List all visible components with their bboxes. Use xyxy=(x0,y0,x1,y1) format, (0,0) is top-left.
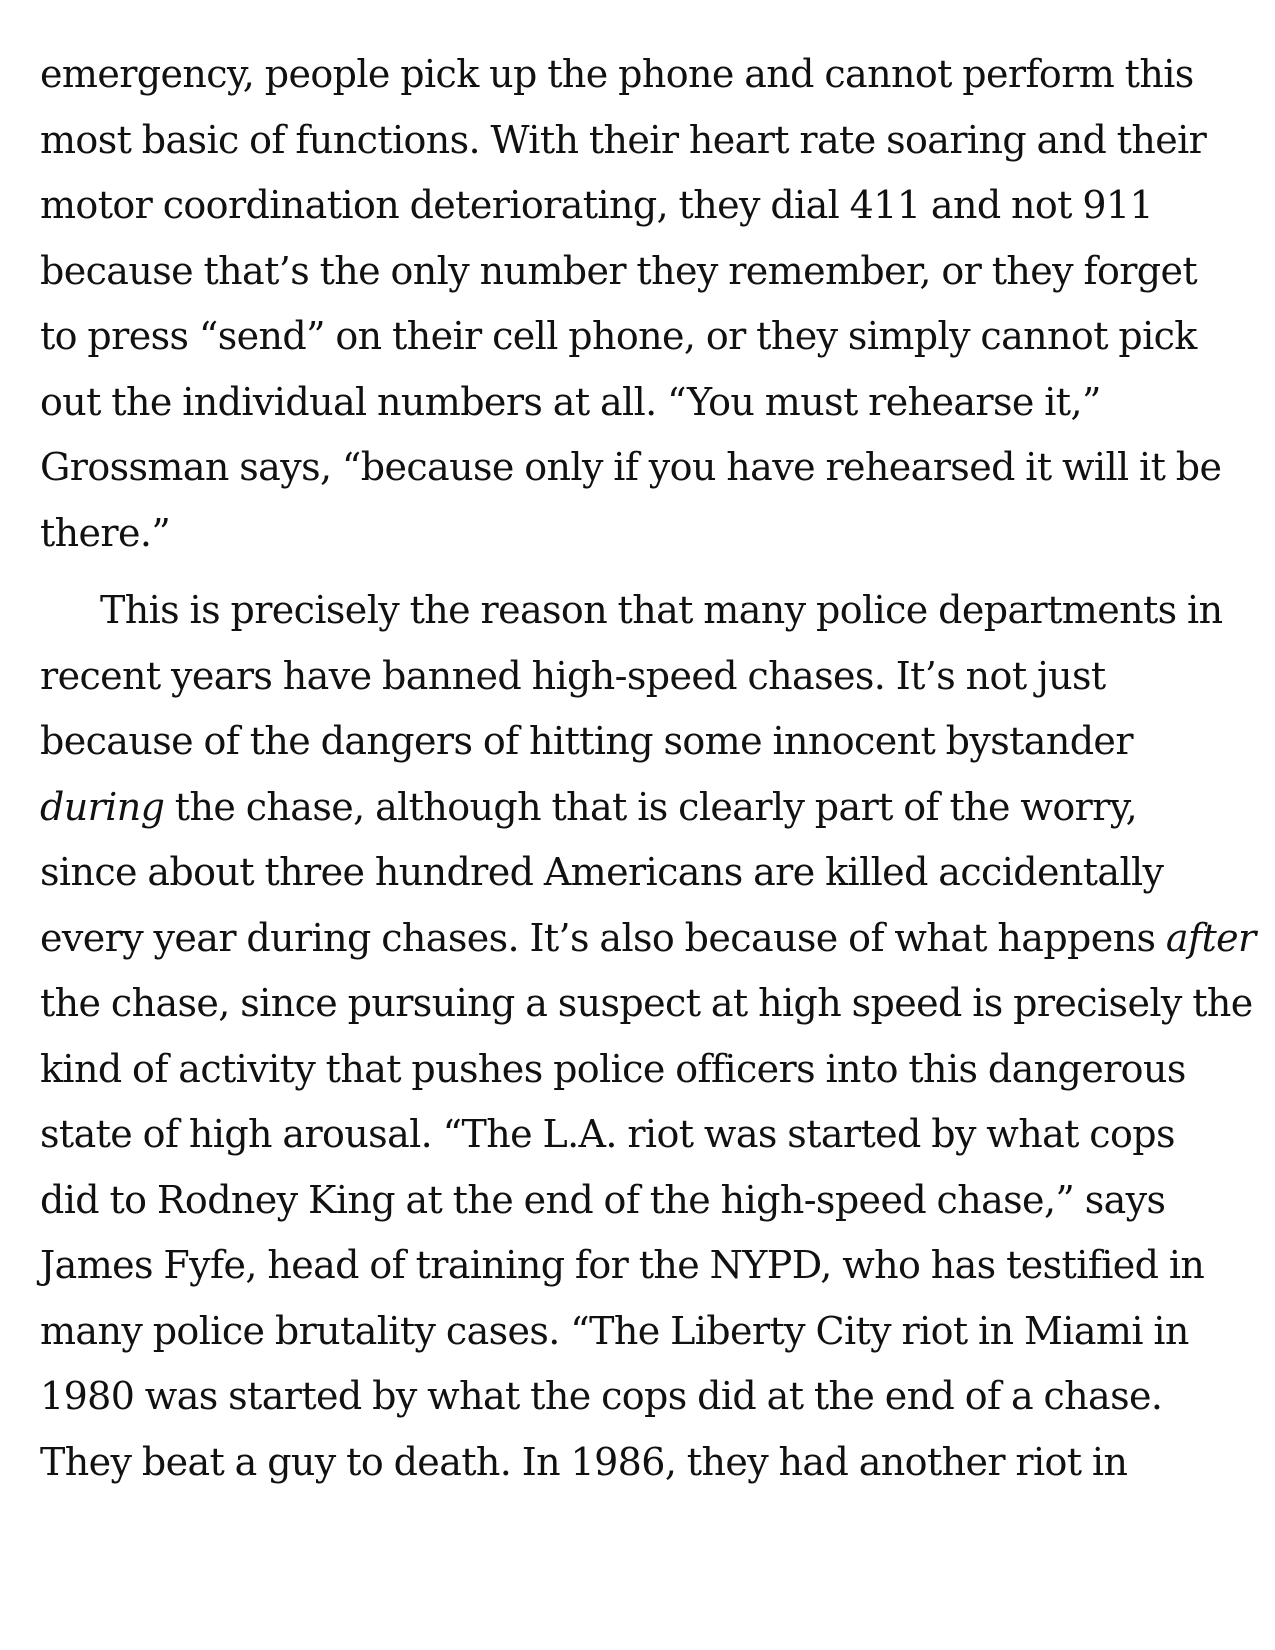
text-line: since about three hundred Americans are killed accidentally xyxy=(40,850,1164,894)
text-line: many police brutality cases. “The Liberty City riot in Miami in xyxy=(40,1308,1189,1353)
text-span: the chase, although that is clearly part of the worry, xyxy=(164,784,1138,829)
text-span: every year during chases. It’s also because of what happens xyxy=(40,915,1166,960)
text-line: to press “send” on their cell phone, or they simply cannot pick xyxy=(40,314,1197,358)
text-line: most basic of functions. With their heart rate soaring and their xyxy=(40,117,1207,162)
text-line: They beat a guy to death. In 1986, they had another riot in xyxy=(40,1439,1128,1484)
paragraph-1 xyxy=(40,42,1240,566)
text-line: kind of activity that pushes police officers into this dangerous xyxy=(40,1046,1186,1091)
text-line: This is precisely the reason that many police departments in xyxy=(100,588,1223,632)
italic-emphasis: during xyxy=(40,784,165,829)
paragraph-2 xyxy=(40,578,1256,1495)
text-line: James Fyfe, head of training for the NYPD, who has testified in xyxy=(40,1243,1205,1287)
text-line: motor coordination deteriorating, they dial 411 and not 911 xyxy=(40,183,1154,227)
book-page xyxy=(40,42,1256,1495)
text-line: 1980 was started by what the cops did at the end of a chase. xyxy=(40,1374,1163,1418)
text-line: because of the dangers of hitting some innocent bystander xyxy=(40,719,1133,763)
text-line xyxy=(40,775,1240,841)
text-line: because that’s the only number they remember, or they forget xyxy=(40,248,1198,293)
text-line: state of high arousal. “The L.A. riot was started by what cops xyxy=(40,1112,1175,1156)
italic-emphasis: after xyxy=(1165,915,1256,960)
text-line: Grossman says, “because only if you have rehearsed it will it be xyxy=(40,445,1222,489)
text-line: the chase, since pursuing a suspect at high speed is precisely the xyxy=(40,981,1253,1025)
text-line: recent years have banned high-speed chases. It’s not just xyxy=(40,653,1106,698)
text-line: out the individual numbers at all. “You must rehearse it,” xyxy=(40,379,1101,424)
text-line xyxy=(40,906,1256,972)
text-line: there.” xyxy=(40,510,171,555)
text-line: emergency, people pick up the phone and cannot perform this xyxy=(40,52,1194,96)
text-line: did to Rodney King at the end of the high-speed chase,” says xyxy=(40,1177,1166,1222)
